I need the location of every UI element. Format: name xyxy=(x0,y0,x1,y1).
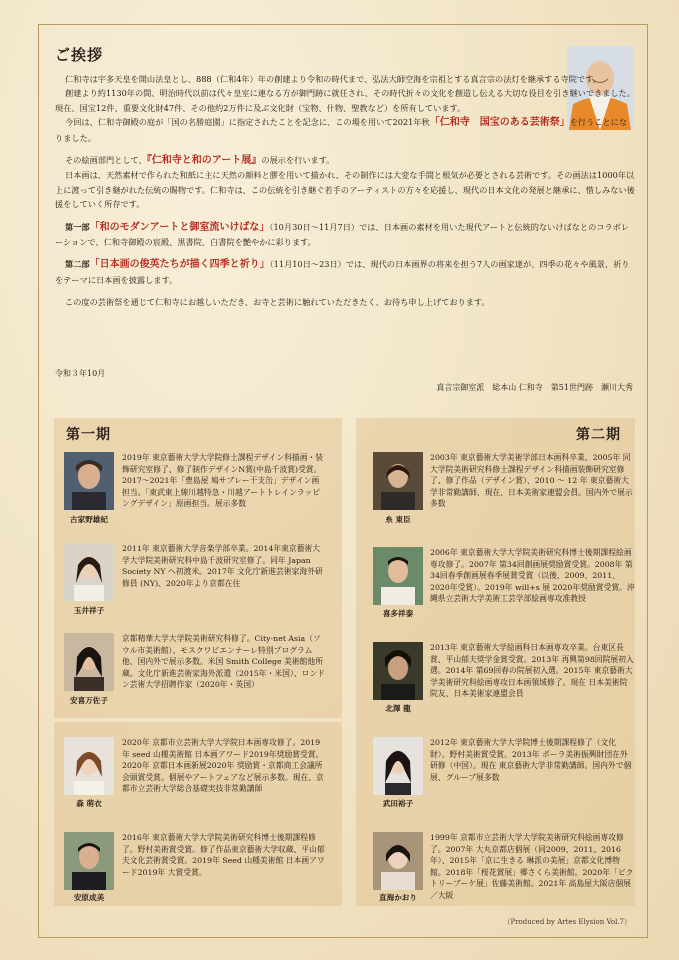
greeting-paragraph: 仁和寺は宇多天皇を開山法皇とし、888（仁和4年）年の創建より令和の時代まで、弘法大師空海を宗祖とする真言宗の法灯を継承する寺院です。 xyxy=(65,74,601,84)
period2-title: 第二期 xyxy=(576,427,621,443)
artist-photo xyxy=(373,642,423,700)
artist-bio: 京都精華大学大学院美術研究科修了。City-net Asia（ソウル市美術館）、モスクワビエンナーレ特別プログラム他、国内外で展示多数。米国 Smith College 美術館他所蔵。文化庁新進芸術家海外派遣（2015年・米国）、ロンドン芸術大学招聘作家（2020年・英国） xyxy=(122,634,326,690)
part1-label: 第一部 xyxy=(65,221,90,232)
artist-photo xyxy=(373,832,423,890)
artist-photo xyxy=(64,633,114,691)
artist-bio: 2003年 東京藝術大学美術学部日本画科卒業、2005年 同大学院美術研究科修士課程デザイン科描画装飾研究室修了、修了作品（デザイン賞）、2010 ～ 12 年 東京藝術大学非常勤講師、現在、日本美術家連盟会員。国内外で展示多数 xyxy=(430,453,633,509)
artist-photo xyxy=(373,452,423,510)
artist-photo xyxy=(373,547,423,605)
artist-bio: 2012年 東京藝術大学大学院博士後期課程修了（文化財）。野村美術賞受賞。2013年 ポーラ美術振興財団在外研修（中国）。現在 東京藝術大学非常勤講師。国内外で個展、グループ展多数 xyxy=(430,738,632,782)
exhibition-name: 『仁和寺と和のアート展』 xyxy=(146,155,262,167)
greeting-text: の展示を行います。 xyxy=(261,155,335,166)
artist-name: 糸 東臣 xyxy=(385,515,411,524)
greeting-paragraph xyxy=(55,115,635,145)
artist-name: 安原成美 xyxy=(73,893,105,902)
artist-bio: 2020年 京都市立芸術大学大学院日本画専攻修了。2019年 seed 山種美術館 日本画アワード2019年奨励賞受賞。2020年 京都日本画新展2020年 奨励賞・京都商工会議所会頭賞受賞。個展やアートフェアなど展示多数。現在、京都市立芸術大学総合基礎実技非常勤講師 xyxy=(122,738,324,794)
artist-bio: 2006年 東京藝術大学大学院美術研究科博士後期課程絵画専攻修了。2007年 第34回創画展奨励賞受賞。2008年 第34回春季創画展春季展賞受賞（以後、2009、2011、2020年受賞）。2019年 will+s 展 2020年奨励賞受賞。沖縄県立芸術大学美術工芸学部絵画専攻准教授 xyxy=(430,548,635,604)
part1-text: （10月30日～11月7日）では、日本画の素材を用いた現代アートと伝統的ないけばなとのコラボレーションで、仁和寺御殿の宸殿、黒書院、白書院を艶やかに彩ります。 xyxy=(55,221,630,248)
artist-name: 森 萌衣 xyxy=(76,799,102,808)
part1-title: 「和のモダンアートと御室流いけばな」 xyxy=(89,221,270,233)
artist-name: 安喜万佐子 xyxy=(70,696,108,705)
greeting-paragraph: 創建より約1130年の間、明治時代以前は代々皇室に連なる方が御門跡に就任され、その時代折々の文化を創造し伝える大切な役目を引き継いできました。現在、国宝12件、重要文化財47件、その他約2万件に及ぶ文化財（宝物、什物、聖教など）を所有しています。 xyxy=(55,88,635,113)
artist-bio: 2016年 東京藝術大学大学院美術研究科博士後期課程修了。野村美術賞受賞。修了作品東京藝術大学収蔵、平山郁夫文化芸術賞受賞。2019年 Seed 山種美術館 日本画アワード2019年 大賞受賞。 xyxy=(122,833,325,877)
period1-title: 第一期 xyxy=(66,427,111,443)
part2-text: （11月10日～23日）では、現代の日本画界の将来を担う7人の画家達が、四季の花々や風景、祈りをテーマに日本画を披露します。 xyxy=(55,259,630,285)
artist-photo xyxy=(64,737,114,795)
greeting-body xyxy=(55,72,635,310)
artist-photo xyxy=(64,832,114,890)
greeting-text: 今回は、仁和寺御殿の庭が「国の名勝庭園」に指定されたことを記念に、この場を用いて2021年秋 xyxy=(65,117,430,128)
artist-photo xyxy=(64,452,114,510)
part1-paragraph xyxy=(55,220,635,250)
greeting-date: 令和３年10月 xyxy=(55,369,106,378)
festival-name: 「仁和寺 国宝のある芸術祭」 xyxy=(429,117,570,129)
artist-name: 直海かおり xyxy=(379,893,417,902)
artist-photo xyxy=(373,737,423,795)
artist-name: 武田裕子 xyxy=(382,799,414,808)
artist-name: 北澤 龍 xyxy=(385,704,411,713)
artist-name: 喜多祥泰 xyxy=(382,609,414,618)
signature: 真言宗御室派 総本山 仁和寺 第51世門跡 瀬川大秀 xyxy=(436,383,633,392)
greeting-paragraph xyxy=(55,153,635,168)
part2-label: 第二部 xyxy=(65,259,90,270)
greeting-text: を行うことになりました。 xyxy=(55,117,628,143)
greeting-text: その絵画部門として、 xyxy=(65,155,147,166)
greeting-paragraph: 日本画は、天然素材で作られた和紙に主に天然の顔料と膠を用いて描かれ、その制作には大変な手間と根気が必要とされる芸術です。その画法は1000年以上に渡って引き継がれた伝統の賜物です。仁和寺は、この伝統を引き継ぐ若手のアーティストの方々を応援し、現代の日本文化の発展と継承に、惜しみない後援をしていく所存です。 xyxy=(55,170,635,210)
part2-title: 「日本画の俊英たちが描く四季と祈り」 xyxy=(89,259,270,271)
artist-photo xyxy=(64,543,114,601)
artist-bio: 2011年 東京藝術大学音楽学部卒業。2014年東京藝術大学大学院美術研究科中島千波研究室修了。同年 Japan Society NY へ初渡米。2017年 文化庁新進芸術家海外研修員 (NY)、2020年より京都在住 xyxy=(122,544,323,588)
artist-bio: 1999年 京都市立芸術大学大学院美術研究科絵画専攻修了。2007年 大丸京都店個展（同2009、2011、2016年）、2015年「京に生きる 琳派の美展」京都文化博物館。2018年「桜花賞展」郷さくら美術館。2020年「ビクトリーブーケ展」佐藤美術館。2021年 高島屋大阪店個展／大阪 xyxy=(430,833,634,900)
artist-bio: 2013年 東京藝術大学絵画科日本画専攻卒業。台東区長賞、平山郁夫奨学金賞受賞。2013年 再興第98回院展初入選。2014年 第69回春の院展初入選。2015年 東京藝術大学美術研究科絵画専攻日本画領域修了。現在 日本美術院院友、日本美術家連盟会員 xyxy=(430,643,634,699)
greeting-title: ご挨拶 xyxy=(55,46,104,64)
artist-name: 玉井祥子 xyxy=(73,606,105,615)
closing-paragraph: この度の芸術祭を通じて仁和寺にお越しいただき、お寺と芸術に触れていただきたく、お待ち申し上げております。 xyxy=(65,297,490,308)
producer-credit: （Produced by Artes Elysion Vol.7） xyxy=(503,918,631,926)
artist-bio: 2019年 東京藝術大学大学院修士課程デザイン科描画・装飾研究室修了、修了制作デザインN賞(中島千波賞)受賞。2017～2021年「豊島屋 鳩サブレー干支缶」デザイン画担当。「東武東上線川越特急・川越アートトレインラッピングデザイン」原画担当。展示多数 xyxy=(122,453,324,509)
part2-paragraph xyxy=(55,257,635,287)
artist-name: 古家野雄紀 xyxy=(70,515,108,524)
